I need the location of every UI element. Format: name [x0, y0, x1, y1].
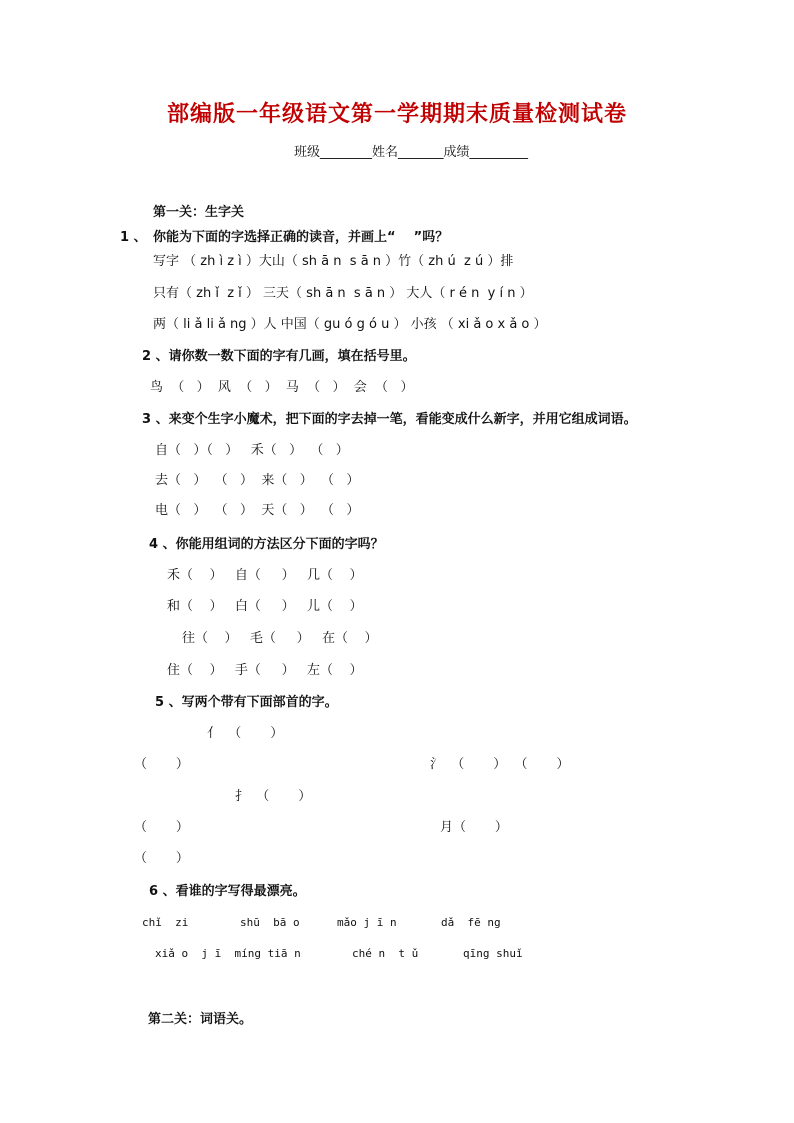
q2-line: 鸟 （ ） 风 （ ） 马 （ ） 会 （ ）: [150, 380, 414, 395]
q6-pinyin-1: chǐ zi: [142, 916, 189, 929]
q1-line-2: 只有（ zh ǐ z ǐ ） 三天（ sh ā n s ā n ） 大人（ r é n y í n ）: [153, 286, 533, 301]
q6-pinyin-3: mǎo j ī n: [337, 916, 397, 929]
q5-prompt: 5 、写两个带有下面部首的字。: [155, 695, 338, 710]
q4-line-3: 往（ ） 毛（ ） 在（ ）: [182, 631, 378, 646]
q1-number: 1 、: [120, 230, 147, 245]
section1-heading: 第一关：生字关: [153, 205, 245, 220]
q5-item-hand-radical: 扌 （ ）: [235, 789, 312, 804]
q3-prompt: 3 、来变个生字小魔术，把下面的字去掉一笔，看能变成什么新字，并用它组成词语。: [142, 412, 637, 427]
q4-line-2: 和（ ） 白（ ） 儿（ ）: [167, 599, 363, 614]
q6-pinyin-7: qīng shuǐ: [463, 947, 523, 960]
q6-pinyin-5: xiǎ o j ī míng tiā n: [155, 947, 301, 960]
q5-item-person-radical: 亻 （ ）: [207, 726, 284, 741]
q6-prompt: 6 、看谁的字写得最漂亮。: [149, 884, 306, 899]
q5-item-blank-3: （ ）: [134, 851, 189, 866]
q1-line-3: 两（ li ǎ li ǎ ng ）人 中国（ gu ó g ó u ） 小孩 （ xi ǎ o x ǎ o ）: [153, 317, 547, 332]
q6-pinyin-4: dǎ fē ng: [441, 916, 501, 929]
q4-line-4: 住（ ） 手（ ） 左（ ）: [167, 663, 363, 678]
q6-pinyin-6: ché n t ǔ: [352, 947, 419, 960]
q4-line-1: 禾（ ） 自（ ） 几（ ）: [167, 568, 363, 583]
q5-item-blank-1: （ ）: [134, 757, 189, 772]
q1-prompt: 你能为下面的字选择正确的读音，并画上“ ”吗？: [153, 230, 449, 245]
q5-item-water-radical: 氵 （ ） （ ）: [430, 757, 570, 772]
q1-line-1: 写字 （ zh ì z ì ）大山（ sh ā n s ā n ）竹（ zh ú z ú ）排: [153, 254, 514, 269]
q4-prompt: 4 、你能用组词的方法区分下面的字吗？: [149, 537, 384, 552]
q3-line-3: 电（ ） （ ） 天（ ） （ ）: [155, 503, 360, 518]
q3-line-1: 自（ ）（ ） 禾（ ） （ ）: [155, 443, 349, 458]
q3-line-2: 去（ ） （ ） 来（ ） （ ）: [155, 473, 360, 488]
page-title: 部编版一年级语文第一学期期末质量检测试卷: [166, 102, 627, 127]
section2-heading: 第二关：词语关。: [148, 1012, 253, 1027]
q6-pinyin-2: shū bā o: [240, 916, 300, 929]
q5-item-blank-2: （ ）: [134, 820, 189, 835]
q2-prompt: 2 、请你数一数下面的字有几画，填在括号里。: [142, 349, 416, 364]
q5-item-moon-radical: 月（ ）: [440, 820, 508, 835]
student-info-line: 班级________姓名_______成绩_________: [294, 145, 529, 160]
